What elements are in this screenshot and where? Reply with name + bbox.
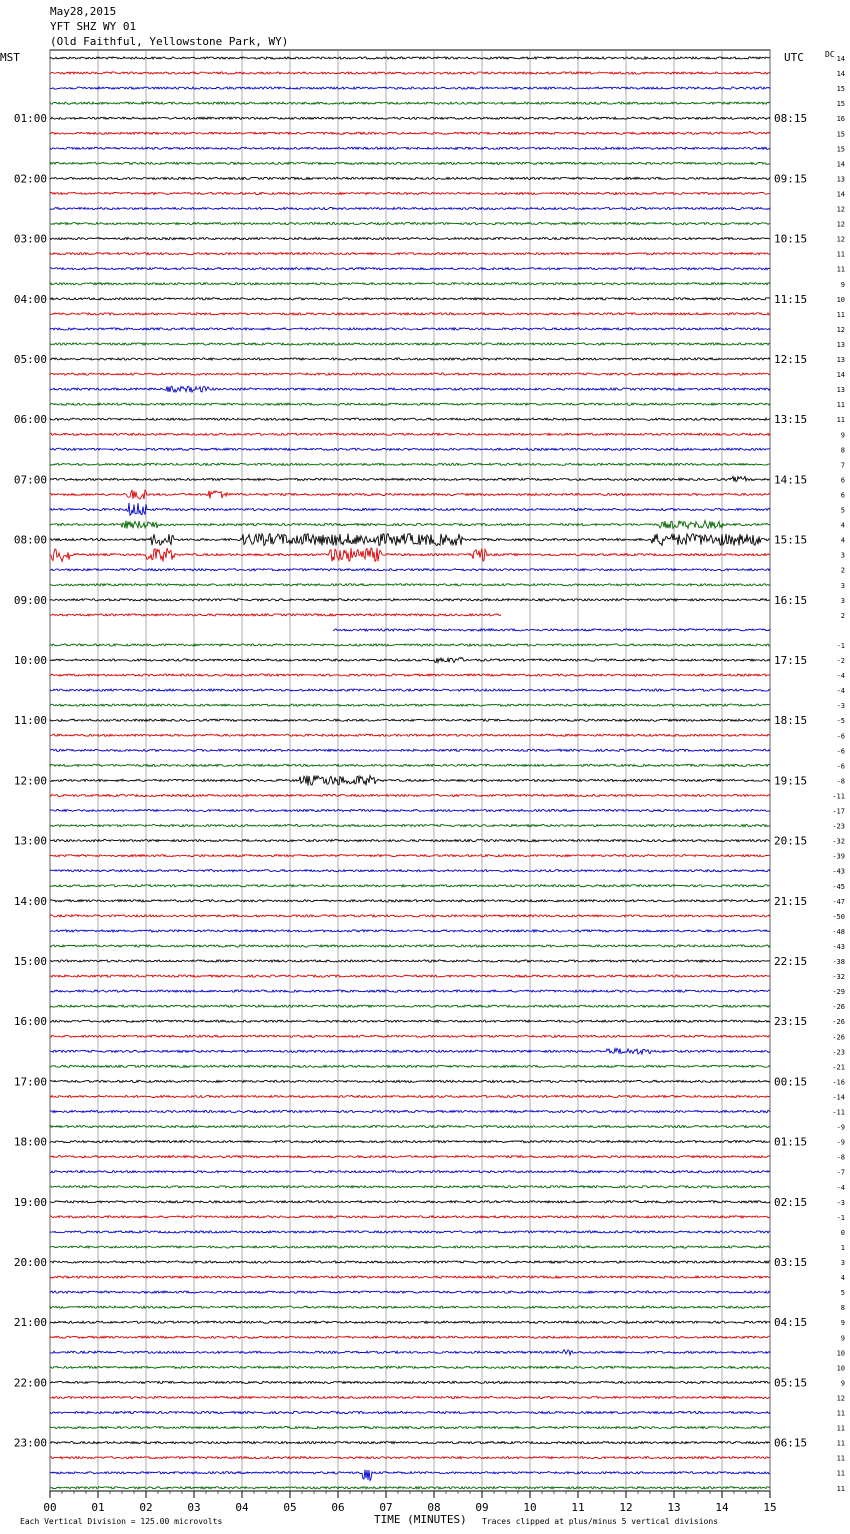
dc-offset-label: 9: [840, 1379, 845, 1388]
plot-frame: [50, 50, 770, 1491]
seismic-trace: [50, 975, 770, 977]
left-hour-label: 10:00: [13, 654, 47, 667]
seismic-trace: [50, 930, 770, 932]
right-hour-label: 09:15: [774, 172, 808, 186]
seismic-trace: [50, 433, 770, 435]
dc-offset-label: -26: [832, 1018, 845, 1027]
x-tick-label: 15: [763, 1501, 777, 1514]
dc-offset-label: -6: [836, 747, 845, 756]
dc-offset-label: 14: [836, 55, 845, 63]
footer-clip-note: Traces clipped at plus/minus 5 vertical divisions: [482, 1517, 719, 1526]
dc-offset-label: 10: [836, 1364, 845, 1373]
seismic-trace: [50, 177, 770, 179]
seismic-trace: [50, 1005, 770, 1007]
seismic-trace: [50, 689, 770, 691]
dc-offset-label: 0: [840, 1228, 845, 1237]
seismic-trace: [50, 734, 770, 736]
dc-offset-label: -3: [836, 702, 845, 711]
seismic-trace: [50, 131, 770, 134]
seismic-trace: [50, 268, 770, 270]
left-hour-label: 11:00: [13, 714, 47, 728]
dc-offset-label: 11: [836, 1439, 845, 1448]
dc-offset-label: 12: [836, 205, 845, 214]
dc-offset-label: -1: [836, 1213, 845, 1222]
seismic-trace: [50, 1201, 770, 1203]
dc-offset-label: 4: [840, 1274, 845, 1283]
seismic-trace: [50, 386, 770, 392]
seismic-trace: [50, 749, 770, 751]
dc-offset-label: -50: [832, 912, 845, 921]
seismic-trace: [50, 117, 770, 119]
left-hour-label: 05:00: [13, 353, 47, 366]
x-tick-label: 14: [715, 1501, 729, 1514]
seismic-trace: [50, 945, 770, 947]
dc-offset-label: 10: [836, 295, 845, 304]
dc-offset-label: 15: [836, 85, 845, 94]
right-hour-label: 10:15: [774, 232, 808, 246]
dc-offset-label: 13: [836, 386, 845, 395]
seismic-trace: [50, 1186, 770, 1188]
dc-offset-label: -29: [832, 988, 845, 997]
chart-location: (Old Faithful, Yellowstone Park, WY): [50, 35, 289, 48]
seismic-trace: [50, 704, 770, 706]
right-hour-label: 12:15: [774, 353, 808, 366]
seismic-trace: [50, 548, 770, 562]
dc-offset-label: 15: [836, 145, 845, 154]
dc-offset-label: -3: [836, 1198, 845, 1207]
seismic-trace: [50, 1457, 770, 1459]
dc-offset-label: -4: [836, 687, 845, 696]
seismic-trace: [50, 960, 770, 962]
x-tick-label: 06: [331, 1501, 345, 1514]
seismic-trace: [50, 1261, 770, 1263]
seismic-trace: [50, 87, 770, 89]
traces: [50, 57, 770, 1489]
seismic-trace: [50, 1321, 770, 1323]
seismic-trace: [50, 503, 770, 515]
dc-offset-label: 8: [840, 1304, 845, 1313]
right-timezone-label: UTC: [784, 51, 804, 64]
dc-offset-label: 11: [836, 265, 845, 274]
left-hour-label: 13:00: [13, 834, 47, 848]
seismic-trace: [50, 1048, 770, 1054]
seismic-trace: [50, 1442, 770, 1444]
dc-offset-label: -39: [832, 852, 845, 861]
dc-offset-label: 14: [836, 160, 845, 169]
seismic-trace: [50, 915, 770, 917]
dc-offset-label: 13: [836, 356, 845, 364]
dc-offset-label: -26: [832, 1003, 845, 1012]
seismic-trace: [50, 1065, 770, 1067]
seismic-trace: [50, 1276, 770, 1278]
seismic-trace: [50, 358, 770, 360]
seismic-trace: [50, 283, 770, 285]
dc-offset-label: 12: [836, 220, 845, 229]
left-hour-label: 20:00: [13, 1256, 47, 1269]
left-hour-label: 16:00: [13, 1015, 47, 1029]
seismic-trace: [50, 1216, 770, 1218]
right-hour-label: 02:15: [774, 1195, 808, 1209]
dc-offset-label: -48: [832, 927, 845, 936]
seismic-trace: [50, 644, 770, 646]
x-tick-label: 04: [235, 1501, 249, 1514]
dc-offset-label: 11: [836, 250, 845, 259]
dc-offset-label: -7: [836, 1168, 845, 1177]
dc-offset-label: 16: [836, 115, 845, 124]
dc-offset-label: 5: [840, 506, 845, 515]
dc-offset-label: 14: [836, 70, 845, 79]
left-hour-label: 21:00: [13, 1316, 47, 1330]
right-hour-label: 22:15: [774, 955, 808, 968]
dc-offset-label: 11: [836, 1424, 845, 1433]
seismic-trace: [50, 298, 770, 300]
seismic-trace: [50, 343, 770, 345]
right-hour-label: 15:15: [774, 533, 808, 547]
seismic-trace: [50, 418, 770, 420]
dc-offset-label: -16: [832, 1078, 845, 1087]
dc-offset-label: 9: [840, 1334, 845, 1343]
seismic-trace: [50, 72, 770, 74]
x-tick-label: 07: [379, 1501, 393, 1514]
dc-offset-label: 5: [840, 1289, 845, 1298]
left-hour-label: 19:00: [13, 1195, 47, 1209]
dc-offset-label: 3: [840, 1259, 845, 1267]
dc-offset-label: 11: [836, 1484, 845, 1493]
dc-offset-label: -11: [832, 1108, 845, 1117]
x-tick-label: 11: [571, 1501, 585, 1514]
right-hour-label: 13:15: [774, 413, 808, 427]
dc-offset-label: -4: [836, 672, 845, 681]
seismic-trace: [50, 809, 770, 811]
right-hour-label: 01:15: [774, 1135, 808, 1149]
seismic-trace: [50, 1020, 770, 1022]
dc-offset-label: 3: [840, 551, 845, 560]
dc-offset-label: 7: [840, 461, 845, 470]
right-hour-label: 06:15: [774, 1436, 808, 1450]
dc-offset-label: -43: [832, 867, 845, 876]
dc-offset-label: 8: [840, 446, 845, 455]
footer-scale-note: Each Vertical Division = 125.00 microvolts: [20, 1517, 223, 1526]
seismic-trace: [50, 840, 770, 842]
x-tick-label: 01: [91, 1501, 105, 1514]
dc-offset-label: -38: [832, 958, 845, 966]
seismic-trace: [50, 147, 770, 149]
left-hour-label: 08:00: [13, 533, 47, 547]
seismic-trace: [50, 403, 770, 405]
dc-offset-label: 10: [836, 1349, 845, 1358]
x-axis-title: TIME (MINUTES): [374, 1513, 467, 1526]
seismic-trace: [50, 476, 770, 481]
seismic-trace: [50, 448, 770, 450]
x-tick-label: 09: [475, 1501, 489, 1514]
seismic-trace: [50, 1231, 770, 1233]
right-hour-label: 21:15: [774, 894, 808, 908]
left-hour-label: 22:00: [13, 1376, 47, 1390]
dc-offset-label: 11: [836, 1409, 845, 1418]
right-hour-label: 04:15: [774, 1316, 808, 1330]
seismic-trace: [50, 238, 770, 240]
left-hour-label: 02:00: [13, 172, 47, 186]
left-hour-label: 14:00: [13, 894, 47, 908]
seismic-trace: [50, 521, 770, 529]
seismic-trace: [50, 900, 770, 902]
seismic-trace: [50, 1427, 770, 1429]
dc-offset-label: 11: [836, 401, 845, 410]
seismic-trace: [50, 569, 770, 571]
seismic-trace: [50, 1291, 770, 1293]
x-tick-label: 02: [139, 1501, 153, 1514]
seismic-trace: [50, 599, 770, 601]
grid: [50, 50, 770, 1498]
seismic-trace: [50, 658, 770, 663]
seismic-trace: [50, 1035, 770, 1037]
chart-station: YFT SHZ WY 01: [50, 20, 137, 33]
seismic-trace: [50, 1487, 770, 1489]
dc-offset-label: 12: [836, 235, 845, 244]
dc-offset-label: 11: [836, 416, 845, 425]
seismic-trace: [50, 855, 770, 857]
dc-offset-label: 2: [840, 611, 845, 620]
x-tick-label: 00: [43, 1501, 57, 1514]
right-hour-label: 03:15: [774, 1256, 808, 1269]
dc-offset-label: -6: [836, 762, 845, 771]
seismic-trace: [50, 764, 770, 766]
dc-offset-label: -14: [832, 1093, 845, 1102]
dc-label: DC: [825, 50, 835, 59]
seismic-trace: [50, 794, 770, 796]
seismic-trace: [50, 1141, 770, 1143]
right-hour-label: 14:15: [774, 473, 808, 487]
x-tick-label: 03: [187, 1501, 201, 1514]
right-hour-label: 08:15: [774, 112, 808, 126]
seismic-trace: [50, 490, 770, 499]
seismic-trace: [50, 885, 770, 887]
x-tick-label: 12: [619, 1501, 633, 1514]
dc-offset-label: -8: [836, 777, 845, 786]
dc-offset-label: 1: [840, 1243, 845, 1252]
seismic-trace: [50, 328, 770, 330]
seismic-trace: [50, 162, 770, 164]
x-tick-label: 05: [283, 1501, 297, 1514]
seismic-trace: [50, 719, 770, 721]
dc-offset-label: 3: [840, 596, 845, 605]
dc-offset-label: -4: [836, 1183, 845, 1192]
dc-offset-label: -32: [832, 973, 845, 982]
right-hour-label: 17:15: [774, 654, 808, 667]
dc-offset-label: 4: [840, 521, 845, 530]
seismic-trace: [50, 1470, 770, 1481]
x-tick-label: 13: [667, 1501, 681, 1514]
seismic-trace: [50, 1411, 770, 1413]
dc-offset-label: -17: [832, 807, 845, 816]
seismic-trace: [50, 1306, 770, 1308]
dc-offset-label: 12: [836, 1394, 845, 1403]
dc-offset-label: -9: [836, 1138, 845, 1147]
dc-offset-label: -6: [836, 732, 845, 741]
dc-offset-label: -5: [836, 717, 845, 726]
dc-offset-label: 15: [836, 130, 845, 139]
dc-offset-label: 9: [840, 280, 845, 289]
dc-offset-label: 11: [836, 1469, 845, 1478]
dc-offset-label: -1: [836, 641, 845, 650]
seismic-trace: [50, 534, 770, 546]
right-hour-label: 20:15: [774, 834, 808, 848]
seismic-trace: [50, 1156, 770, 1158]
left-hour-label: 15:00: [13, 955, 47, 968]
dc-offset-label: 6: [840, 476, 845, 485]
seismic-trace: [50, 1396, 770, 1398]
seismic-trace: [50, 313, 770, 315]
dc-offset-label: -45: [832, 882, 845, 891]
right-hour-label: 18:15: [774, 714, 808, 728]
dc-offset-label: -8: [836, 1153, 845, 1162]
seismic-trace: [50, 825, 770, 827]
dc-offset-label: -32: [832, 837, 845, 846]
right-hour-label: 00:15: [774, 1075, 808, 1089]
seismic-trace: [50, 870, 770, 872]
seismic-trace: [50, 674, 770, 676]
seismic-trace: [50, 584, 770, 586]
seismic-trace: [50, 207, 770, 209]
seismic-trace: [50, 1095, 770, 1097]
seismic-trace: [50, 373, 770, 375]
x-tick-label: 10: [523, 1501, 537, 1514]
right-hour-label: 05:15: [774, 1376, 808, 1390]
seismic-trace: [50, 1080, 770, 1082]
seismic-trace: [50, 1381, 770, 1383]
seismic-trace: [50, 1126, 770, 1128]
dc-offset-label: -47: [832, 897, 845, 906]
seismic-trace: [50, 990, 770, 992]
seismic-trace: [50, 1350, 770, 1355]
seismic-trace: [50, 614, 501, 616]
seismic-trace: [50, 1336, 770, 1338]
dc-offset-label: 11: [836, 310, 845, 319]
seismic-trace: [50, 192, 770, 194]
dc-offset-label: 9: [840, 1319, 845, 1328]
right-hour-label: 23:15: [774, 1015, 808, 1029]
dc-offset-label: 9: [840, 431, 845, 440]
left-hour-label: 07:00: [13, 473, 47, 487]
dc-offset-label: -9: [836, 1123, 845, 1132]
seismic-trace: [50, 223, 770, 225]
right-hour-label: 16:15: [774, 593, 808, 607]
dc-offset-label: -2: [836, 657, 845, 665]
seismic-trace: [50, 1366, 770, 1368]
dc-offset-label: -23: [832, 1048, 845, 1057]
seismic-trace: [50, 253, 770, 255]
left-timezone-label: MST: [0, 51, 20, 64]
right-hour-label: 11:15: [774, 292, 808, 306]
x-tick-label: 08: [427, 1501, 441, 1514]
chart-date: May28,2015: [50, 5, 117, 18]
left-hour-label: 03:00: [13, 232, 47, 246]
seismic-trace: [50, 102, 770, 104]
dc-offset-label: 13: [836, 340, 845, 349]
seismic-trace: [50, 57, 770, 59]
dc-offset-label: 15: [836, 100, 845, 109]
dc-offset-label: 3: [840, 581, 845, 590]
left-hour-label: 09:00: [13, 593, 47, 607]
dc-offset-label: -26: [832, 1033, 845, 1042]
seismic-trace: [50, 1110, 770, 1112]
left-hour-label: 17:00: [13, 1075, 47, 1089]
dc-offset-label: -23: [832, 822, 845, 831]
dc-offset-label: 12: [836, 325, 845, 334]
dc-offset-label: 11: [836, 1454, 845, 1463]
left-hour-label: 23:00: [13, 1436, 47, 1450]
left-hour-label: 12:00: [13, 774, 47, 788]
seismic-trace: [333, 629, 770, 631]
seismic-trace: [50, 463, 770, 465]
left-hour-label: 06:00: [13, 413, 47, 427]
dc-offset-label: -11: [832, 792, 845, 801]
labels: [14, 55, 845, 1514]
dc-offset-label: 2: [840, 566, 845, 575]
left-hour-label: 18:00: [13, 1135, 47, 1149]
right-hour-label: 19:15: [774, 774, 808, 788]
dc-offset-label: 6: [840, 491, 845, 500]
dc-offset-label: 14: [836, 371, 845, 380]
seismic-trace: [50, 776, 770, 786]
dc-offset-label: -21: [832, 1063, 845, 1072]
dc-offset-label: -43: [832, 942, 845, 951]
dc-offset-label: 4: [840, 536, 845, 545]
seismic-trace: [50, 1171, 770, 1173]
seismic-trace: [50, 1246, 770, 1248]
dc-offset-label: 14: [836, 190, 845, 199]
dc-offset-label: 13: [836, 175, 845, 184]
left-hour-label: 04:00: [13, 292, 47, 306]
left-hour-label: 01:00: [13, 112, 47, 126]
